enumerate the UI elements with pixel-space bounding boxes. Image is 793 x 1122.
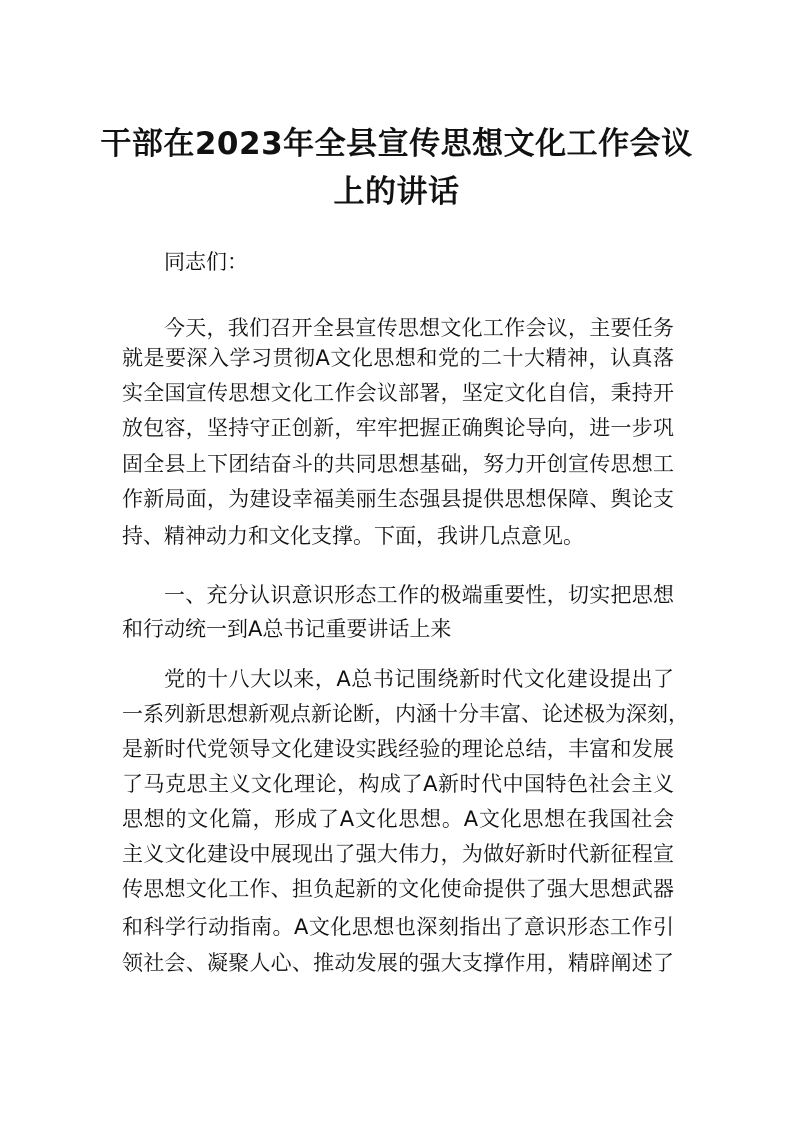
paragraph-line: 就是要深入学习贯彻A文化思想和党的二十大精神，认真落 [122, 346, 674, 370]
paragraph-line: 一系列新思想新观点新论断，内涵十分丰富、论述极为深刻， [122, 702, 689, 726]
paragraph-line: 放包容，坚持守正创新，牢牢把握正确舆论导向，进一步巩 [122, 416, 674, 440]
paragraph-line: 传思想文化工作、担负起新的文化使命提供了强大思想武器 [122, 877, 674, 901]
paragraph-line: 持、精神动力和文化支撑。下面，我讲几点意见。 [122, 524, 584, 548]
paragraph-line: 了马克思主义文化理论，构成了A新时代中国特色社会主义 [122, 772, 674, 796]
document-title-line-2: 上的讲话 [333, 174, 460, 210]
section-heading-line: 和行动统一到A总书记重要讲话上来 [122, 617, 452, 641]
paragraph-line: 是新时代党领导文化建设实践经验的理论总结，丰富和发展 [122, 737, 674, 761]
paragraph-line: 实全国宣传思想文化工作会议部署，坚定文化自信，秉持开 [122, 381, 674, 405]
section-heading-line: 一、充分认识意识形态工作的极端重要性，切实把思想 [164, 583, 674, 607]
paragraph-line: 思想的文化篇，形成了A文化思想。A文化思想在我国社会 [122, 807, 674, 831]
paragraph-line: 主义文化建设中展现出了强大伟力，为做好新时代新征程宣 [122, 842, 674, 866]
paragraph-line: 固全县上下团结奋斗的共同思想基础，努力开创宣传思想工 [122, 452, 674, 476]
paragraph-line: 领社会、凝聚人心、推动发展的强大支撑作用，精辟阐述了 [122, 951, 674, 975]
document-title-line-1: 干部在2023年全县宣传思想文化工作会议 [100, 126, 693, 162]
paragraph-line: 党的十八大以来，A总书记围绕新时代文化建设提出了 [164, 667, 674, 691]
paragraph-line: 作新局面，为建设幸福美丽生态强县提供思想保障、舆论支 [122, 487, 674, 511]
salutation: 同志们： [164, 250, 248, 274]
paragraph-line: 和科学行动指南。A文化思想也深刻指出了意识形态工作引 [122, 915, 674, 939]
paragraph-line: 今天，我们召开全县宣传思想文化工作会议，主要任务 [164, 316, 674, 340]
